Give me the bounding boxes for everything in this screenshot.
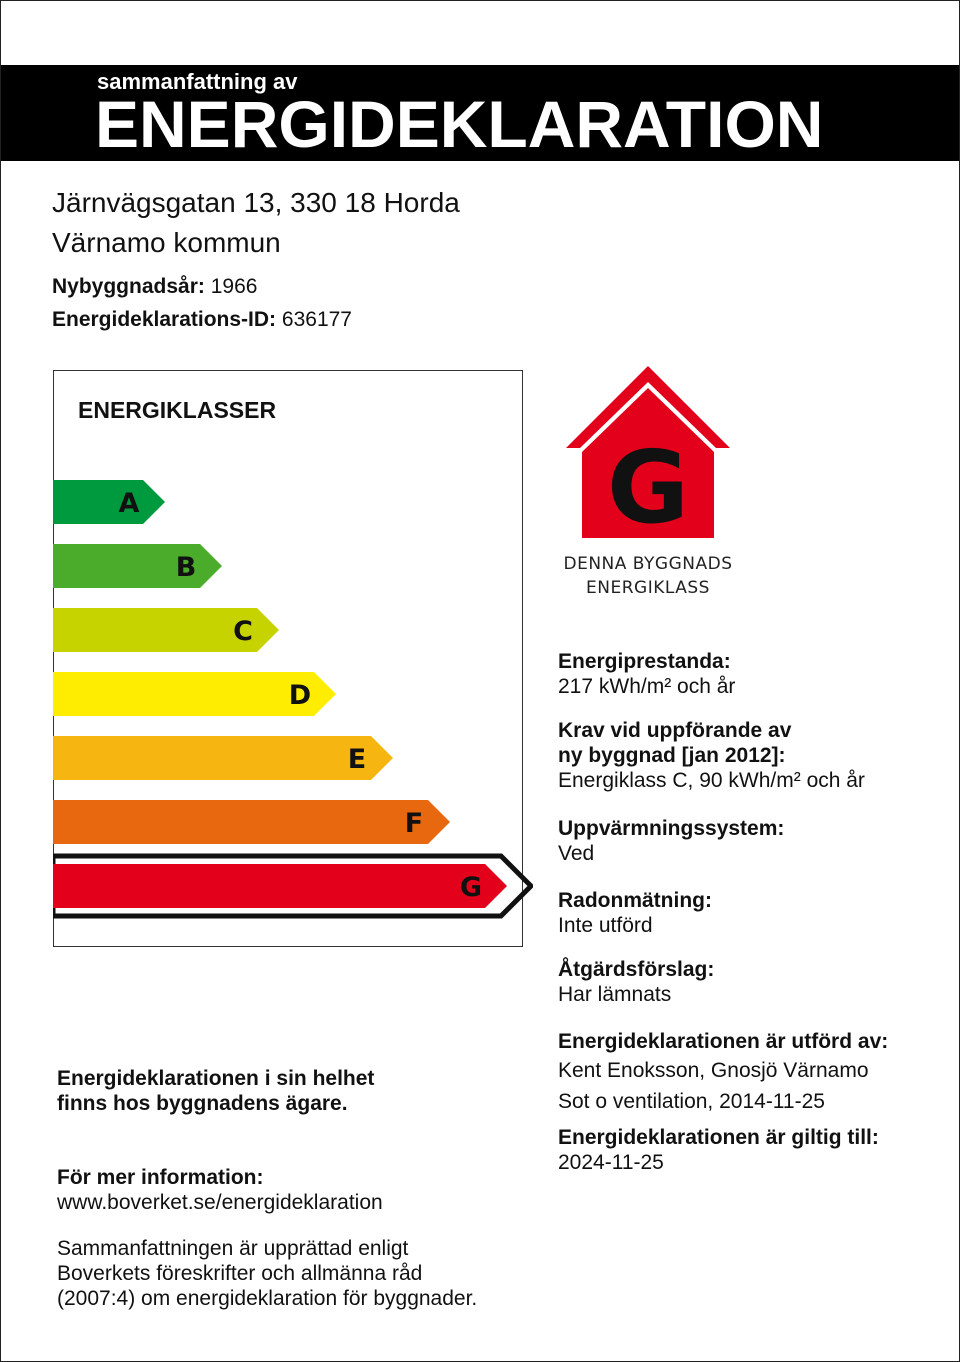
energy-performance-label: Energiprestanda:: [558, 650, 731, 673]
owner-note: [57, 1066, 374, 1116]
energy-class-letter-b: B: [175, 552, 197, 583]
performed-by-company-date: Sot o ventilation, 2014-11-25: [558, 1090, 825, 1113]
declaration-id-label: Energideklarations-ID:: [52, 308, 277, 331]
more-info-link[interactable]: www.boverket.se/energideklaration: [57, 1191, 383, 1214]
heating-system-label: Uppvärmningssystem:: [558, 817, 785, 840]
action-proposal-value: Har lämnats: [558, 983, 672, 1006]
energy-class-letter-d: D: [288, 680, 312, 711]
valid-until-value: 2024-11-25: [558, 1151, 664, 1174]
performed-by-name: Kent Enoksson, Gnosjö Värnamo: [558, 1059, 869, 1082]
owner-note-line1: Energideklarationen i sin helhet: [57, 1067, 375, 1090]
energy-class-bar-a: [53, 480, 165, 524]
footer-line2: Boverkets föreskrifter och allmänna råd: [57, 1262, 423, 1285]
more-info-label: För mer information:: [57, 1166, 264, 1189]
address-municipality: Värnamo kommun: [52, 227, 281, 258]
energy-class-letter-e: E: [347, 744, 367, 775]
house-caption-line1: DENNA BYGGNADS: [563, 554, 733, 574]
header-banner: [1, 65, 959, 161]
energy-class-scale: [53, 370, 533, 950]
energy-class-heading: ENERGIKLASSER: [78, 397, 277, 423]
heating-system: [558, 816, 784, 866]
address-street: Järnvägsgatan 13, 330 18 Horda: [52, 187, 460, 218]
radon-value: Inte utförd: [558, 914, 653, 937]
energy-class-bar-e: [53, 736, 393, 780]
energy-class-bar-f: [53, 800, 450, 844]
performed-by: [558, 1029, 888, 1114]
requirement-label-line1: Krav vid uppförande av: [558, 719, 792, 742]
declaration-id: [52, 308, 352, 332]
new-building-requirement: [558, 718, 865, 793]
action-proposal: [558, 957, 714, 1007]
energy-class-bar-g: [53, 864, 507, 908]
energy-performance: [558, 649, 735, 699]
energy-class-bar-b: [53, 544, 222, 588]
more-info: [57, 1165, 383, 1215]
footer-note: [57, 1236, 537, 1311]
construction-year: [52, 275, 257, 299]
house-caption: [558, 552, 738, 600]
performed-by-label: Energideklarationen är utförd av:: [558, 1030, 889, 1053]
energy-class-letter-c: C: [233, 616, 253, 647]
construction-year-label: Nybyggnadsår:: [52, 275, 205, 298]
construction-year-value: 1966: [210, 275, 258, 298]
valid-until-label: Energideklarationen är giltig till:: [558, 1126, 879, 1149]
energy-class-letter-f: F: [404, 808, 424, 839]
requirement-label-line2: ny byggnad [jan 2012]:: [558, 744, 786, 767]
header-title: ENERGIDEKLARATION: [95, 87, 824, 161]
requirement-value: Energiklass C, 90 kWh/m² och år: [558, 769, 865, 792]
valid-until: [558, 1125, 879, 1175]
energy-performance-value: 217 kWh/m² och år: [558, 675, 736, 698]
heating-system-value: Ved: [558, 842, 595, 865]
radon-label: Radonmätning:: [558, 889, 712, 912]
footer-line1: Sammanfattningen är upprättad enligt: [57, 1237, 409, 1260]
house-class-letter: G: [606, 429, 690, 538]
action-proposal-label: Åtgärdsförslag:: [558, 958, 715, 981]
energy-class-letter-g: G: [459, 872, 483, 903]
radon-measurement: [558, 888, 712, 938]
declaration-id-value: 636177: [281, 308, 352, 331]
house-caption-line2: ENERGIKLASS: [586, 578, 710, 598]
footer-line3: (2007:4) om energideklaration för byggnader.: [57, 1287, 478, 1310]
house-icon: [566, 366, 730, 538]
energy-class-letter-a: A: [118, 488, 140, 519]
owner-note-line2: finns hos byggnadens ägare.: [57, 1092, 348, 1115]
header-subtitle: sammanfattning av: [97, 69, 298, 94]
